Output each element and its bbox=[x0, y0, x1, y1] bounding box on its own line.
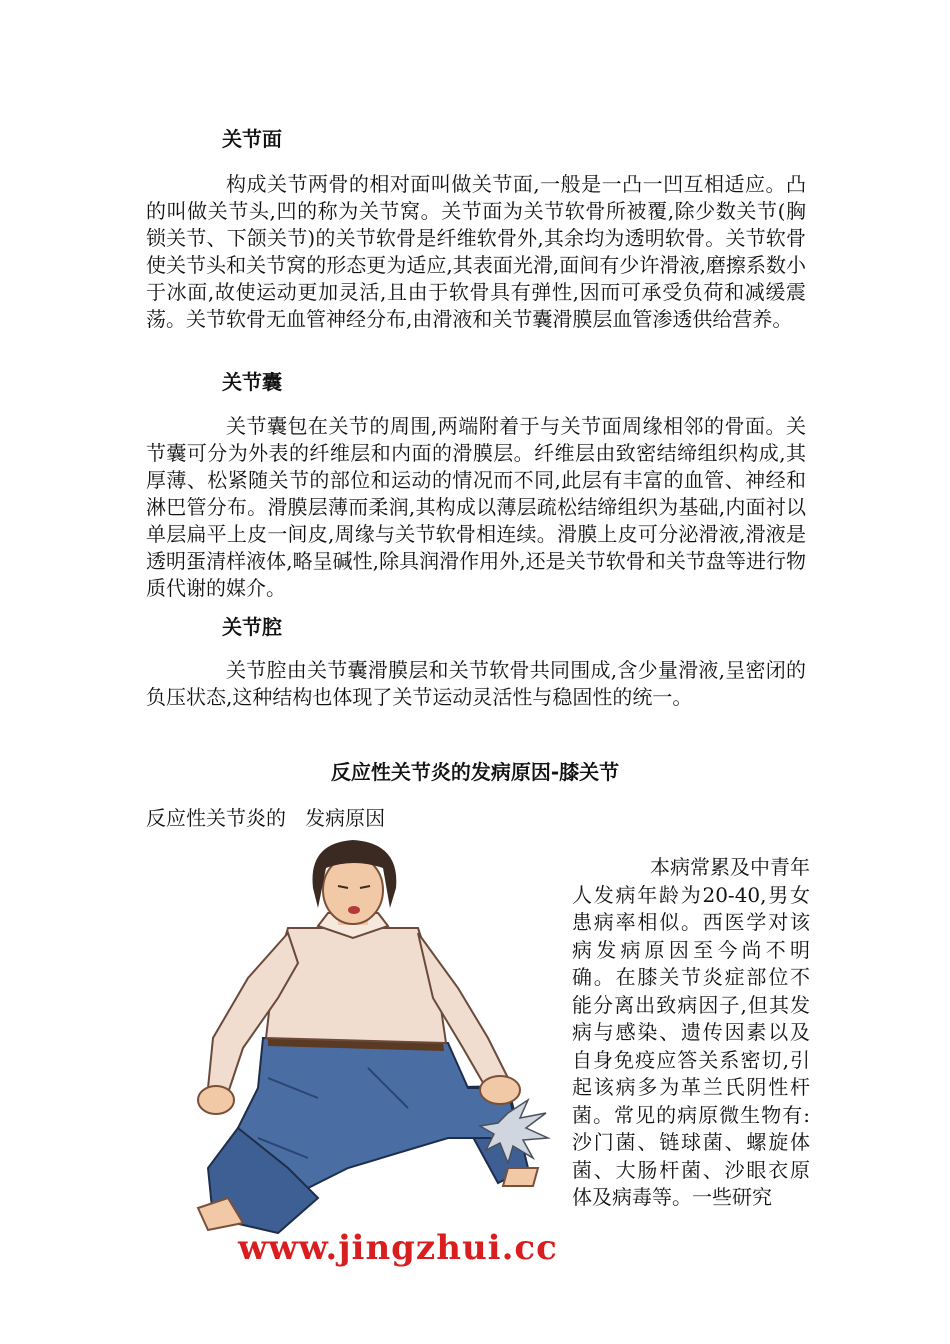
section-heading-surface: 关节面 bbox=[222, 127, 282, 151]
section-paragraph-surface: 构成关节两骨的相对面叫做关节面,一般是一凸一凹互相适应。凸的叫做关节头,凹的称为关节窝。关节面为关节软骨所被覆,除少数关节(胸锁关节、下颌关节)的关节软骨是纤维软骨外,其余均为透明软骨。关节软骨使关节头和关节窝的形态更为适应,其表面光滑,面间有少许滑液,磨擦系数小于冰面,故使运动更加灵活,且由于软骨具有弹性,因而可承受负荷和减缓震荡。关节软骨无血管神经分布,由滑液和关节囊滑膜层血管渗透供给营养。 bbox=[146, 172, 806, 331]
article-side-paragraph: 本病常累及中青年人发病年龄为20-40,男女患病率相似。西医学对该病发病原因至今尚不明确。在膝关节炎症部位不能分离出致病因子,但其发病与感染、遗传因素以及自身免疫应答关系密切,引起该病多为革兰氏阴性杆菌。常见的病原微生物有:沙门菌、链球菌、螺旋体菌、大肠杆菌、沙眼衣原体及病毒等。一些研究 bbox=[572, 855, 810, 1209]
watermark-url: www.jingzhui.cc bbox=[238, 1228, 558, 1268]
section-heading-cavity: 关节腔 bbox=[222, 615, 282, 639]
article-subtitle: 反应性关节炎的 发病原因 bbox=[146, 806, 386, 830]
article-title: 反应性关节炎的发病原因-膝关节 bbox=[330, 760, 620, 784]
section-heading-capsule: 关节囊 bbox=[222, 370, 282, 394]
section-paragraph-cavity: 关节腔由关节囊滑膜层和关节软骨共同围成,含少量滑液,呈密闭的负压状态,这种结构也体现了关节运动灵活性与稳固性的统一。 bbox=[146, 658, 806, 709]
section-paragraph-capsule: 关节囊包在关节的周围,两端附着于与关节面周缘相邻的骨面。关节囊可分为外表的纤维层和内面的滑膜层。纤维层由致密结缔组织构成,其厚薄、松紧随关节的部位和运动的情况而不同,此层有丰富的血管、神经和淋巴管分布。滑膜层薄而柔润,其构成以薄层疏松结缔组织为基础,内面衬以单层扁平上皮一间皮,周缘与关节软骨相连续。滑膜上皮可分泌滑液,滑液是透明蛋清样液体,略呈碱性,除具润滑作用外,还是关节软骨和关节盘等进行物质代谢的媒介。 bbox=[146, 414, 806, 600]
knee-pain-illustration bbox=[168, 838, 568, 1268]
